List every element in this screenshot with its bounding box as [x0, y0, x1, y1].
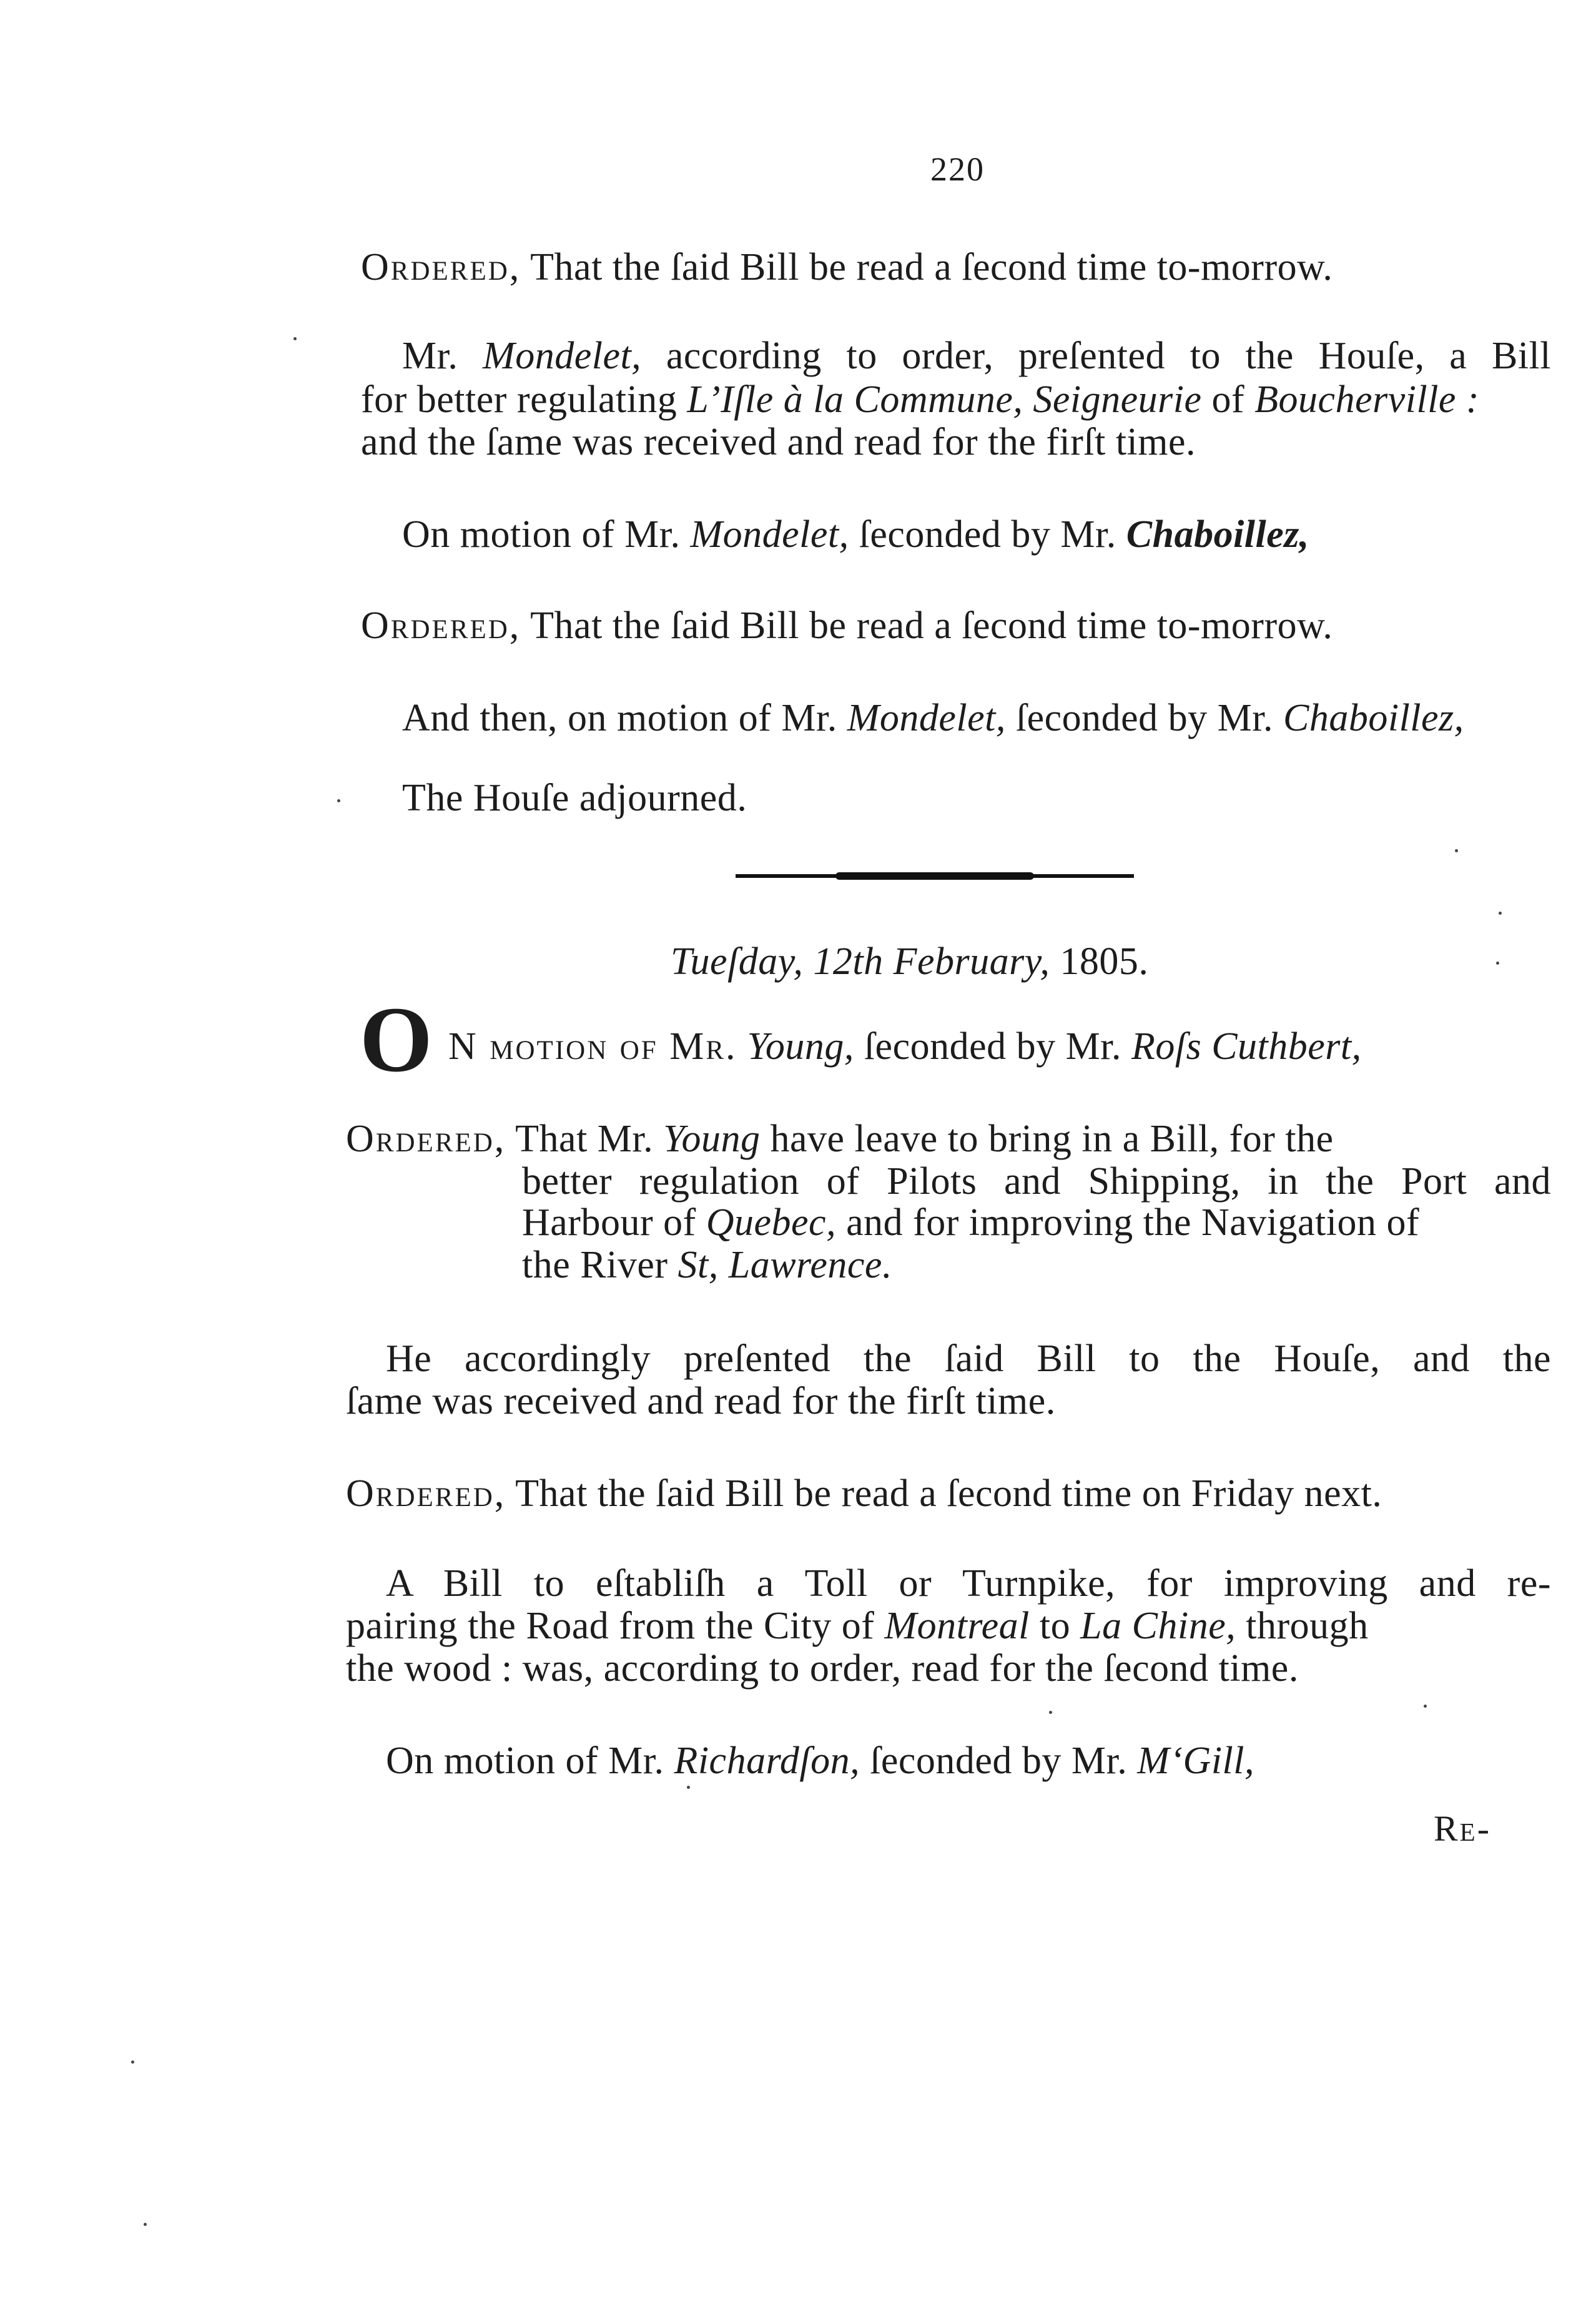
- motion-line: [402, 512, 1309, 557]
- name-mondelet: Mondelet,: [483, 335, 642, 377]
- resolution-text: That the ſaid Bill be read a ſecond time to-morrow.: [530, 246, 1333, 288]
- paragraph-line: [386, 1336, 1551, 1381]
- name-young: Young,: [747, 1025, 854, 1068]
- place-quebec: Quebec,: [706, 1201, 837, 1244]
- drop-cap: O: [360, 988, 433, 1091]
- place-la-chine: La Chine,: [1080, 1605, 1236, 1647]
- paragraph-text: A Bill to eſtabliſh a Toll or Turnpike, for improving and re-: [386, 1562, 1551, 1605]
- paragraph-text: have leave to bring in a Bill, for the: [770, 1118, 1334, 1160]
- paragraph-text: N motion of Mr.: [448, 1025, 737, 1068]
- name-ross-cuthbert: Roſs Cuthbert,: [1131, 1025, 1362, 1068]
- resolution-text: That the ſaid Bill be read a ſecond time on Friday next.: [515, 1472, 1382, 1515]
- paragraph-text: the wood : was, according to order, read for the ſecond time.: [346, 1647, 1299, 1690]
- name-mcgill: M‘Gill,: [1137, 1740, 1255, 1782]
- paragraph-text: better regulation of Pilots and Shipping, in the Port and: [522, 1160, 1551, 1203]
- paragraph-text: and the ſame was received and read for the firſt time.: [361, 421, 1196, 463]
- paragraph-text: of: [1211, 378, 1245, 421]
- paragraph-text: for better regulating: [361, 378, 677, 421]
- paragraph-text: ſeconded by Mr.: [1015, 697, 1273, 739]
- paragraph-line: [361, 420, 1196, 465]
- scan-speck: [1496, 962, 1499, 965]
- paragraph-text: through: [1246, 1605, 1369, 1647]
- scan-speck: [687, 1786, 690, 1789]
- paragraph-line: [346, 1379, 1056, 1424]
- place-name: Boucherville :: [1254, 378, 1480, 421]
- paragraph-line: [346, 1646, 1299, 1691]
- resolution-line: [522, 1200, 1551, 1245]
- paragraph-line: [346, 1603, 1551, 1648]
- mr-text: Mr.: [402, 335, 458, 377]
- paragraph-text: ſame was received and read for the firſt time.: [346, 1380, 1056, 1422]
- place-name: L’Iſle à la Commune, Seigneurie: [687, 378, 1202, 421]
- paragraph-text: ſeconded by Mr.: [859, 513, 1116, 556]
- name-richardson: Richardſon,: [674, 1740, 860, 1782]
- paragraph-line: [386, 1561, 1551, 1606]
- scan-speck: [1499, 912, 1502, 915]
- paragraph-text: On motion of Mr.: [386, 1740, 664, 1782]
- ordered-label: Ordered,: [346, 1118, 506, 1160]
- ordered-label: Ordered,: [346, 1472, 506, 1515]
- name-young: Young: [663, 1118, 761, 1160]
- place-montreal: Montreal: [884, 1605, 1030, 1647]
- scan-speck: [1049, 1711, 1052, 1714]
- date-heading: [671, 939, 1148, 984]
- ordered-label: Ordered,: [361, 246, 521, 288]
- resolution-text: That the ſaid Bill be read a ſecond time to-morrow.: [530, 604, 1333, 647]
- resolution-line: [522, 1243, 892, 1287]
- resolution-line: [346, 1116, 1551, 1161]
- paragraph-text: On motion of Mr.: [402, 513, 681, 556]
- paragraph-text: The Houſe adjourned.: [402, 777, 747, 819]
- scan-speck: [1424, 1705, 1427, 1708]
- ordered-label: Ordered,: [361, 604, 521, 647]
- paragraph-text: the River: [522, 1244, 668, 1286]
- scan-speck: [1455, 849, 1458, 852]
- paragraph-text: Harbour of: [522, 1201, 696, 1244]
- paragraph-text: pairing the Road from the City of: [346, 1605, 875, 1647]
- paragraph-text: He accordingly preſented the ſaid Bill to the Houſe, and the: [386, 1337, 1551, 1380]
- place-st-lawrence: St, Lawrence.: [677, 1244, 892, 1286]
- scan-speck: [144, 2223, 147, 2226]
- date-text: 12th February,: [813, 940, 1050, 983]
- resolution-line: [361, 245, 1332, 290]
- page-number: 220: [930, 150, 985, 188]
- scan-speck: [337, 799, 340, 802]
- catchword: Re-: [1434, 1808, 1492, 1849]
- resolution-line: [522, 1159, 1551, 1204]
- paragraph-text: That Mr.: [515, 1118, 654, 1160]
- paragraph-text: to: [1039, 1605, 1071, 1647]
- name-chaboillez: Chaboillez,: [1283, 697, 1464, 739]
- name-chaboillez: Chaboillez,: [1126, 513, 1309, 556]
- resolution-line: [361, 603, 1332, 648]
- scan-speck: [293, 337, 297, 340]
- motion-line: [402, 696, 1464, 741]
- name-mondelet: Mondelet,: [847, 697, 1006, 739]
- paragraph-text: and for improving the Navigation of: [846, 1201, 1420, 1244]
- section-divider: [736, 874, 1134, 878]
- adjournment-line: [402, 775, 747, 820]
- name-mondelet: Mondelet,: [690, 513, 849, 556]
- paragraph-line: [402, 333, 1551, 378]
- resolution-line: [346, 1471, 1382, 1516]
- paragraph-text: according to order, preſented to the Houſe, a Bill: [666, 335, 1551, 377]
- paragraph-text: ſeconded by Mr.: [864, 1025, 1121, 1068]
- paragraph-text: And then, on motion of Mr.: [402, 697, 837, 739]
- date-day: Tueſday,: [671, 940, 804, 983]
- motion-line: [386, 1738, 1254, 1783]
- paragraph-line: [361, 377, 1551, 422]
- motion-line: [448, 1024, 1362, 1069]
- date-year: 1805.: [1060, 940, 1149, 983]
- scan-speck: [131, 2060, 134, 2064]
- paragraph-text: ſeconded by Mr.: [870, 1740, 1128, 1782]
